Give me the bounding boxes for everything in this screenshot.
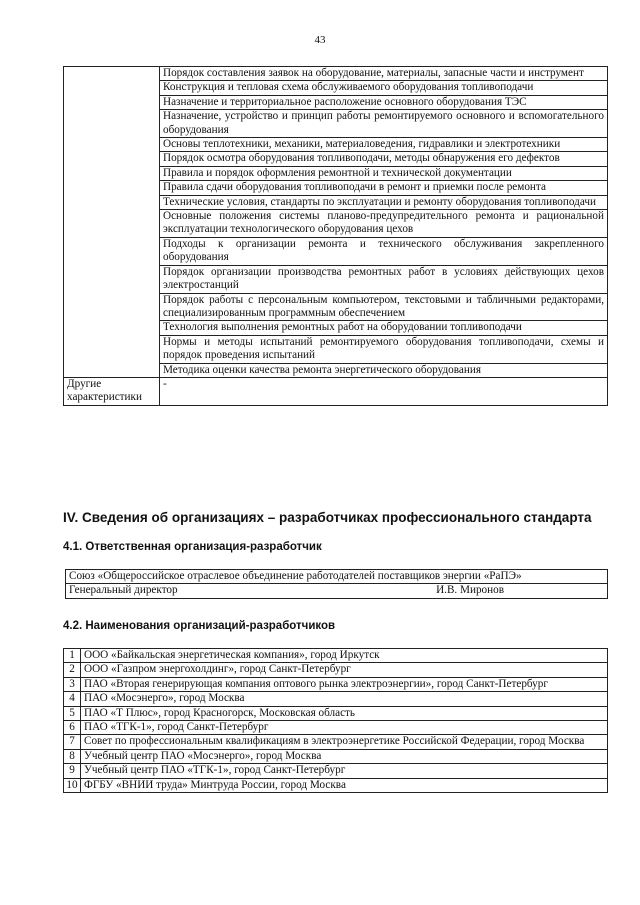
requirement-item: Назначение и территориальное расположение основного оборудования ТЭС	[160, 95, 608, 109]
table-row	[64, 721, 608, 735]
subsection-title-responsible: 4.1. Ответственная организация-разработчик	[63, 541, 322, 553]
requirement-item: Основы теплотехники, механики, материаловедения, гидравлики и электротехники	[160, 138, 608, 152]
table-row	[64, 377, 608, 405]
director-title: Генеральный директор	[69, 584, 178, 597]
knowledge-requirements-table	[63, 66, 608, 406]
organization-name: Учебный центр ПАО «Мосэнерго», город Москва	[81, 749, 608, 763]
requirement-item: Технология выполнения ремонтных работ на оборудовании топливоподачи	[160, 321, 608, 335]
developer-organizations-table	[63, 648, 608, 793]
row-number: 1	[64, 649, 81, 663]
requirement-item: Основные положения системы планово-предупредительного ремонта и рациональной эксплуатации технологического оборудования цехов	[160, 210, 608, 238]
organization-name: ПАО «Мосэнерго», город Москва	[81, 692, 608, 706]
requirement-item: Порядок организации производства ремонтных работ в условиях действующих цехов электростанций	[160, 265, 608, 293]
row-number: 9	[64, 764, 81, 778]
organization-name: Учебный центр ПАО «ТГК-1», город Санкт-Петербург	[81, 764, 608, 778]
requirement-item: Назначение, устройство и принцип работы ремонтируемого основного и вспомогательного оборудования	[160, 110, 608, 138]
organization-name: Совет по профессиональным квалификациям в электроэнергетике Российской Федерации, город Москва	[81, 735, 608, 749]
organization-name: ООО «Газпром энергохолдинг», город Санкт-Петербург	[81, 663, 608, 677]
organization-name: ПАО «Т Плюс», город Красногорск, Московская область	[81, 706, 608, 720]
requirement-item: Порядок работы с персональным компьютером, текстовыми и табличными редакторами, специализированным программным обеспечением	[160, 293, 608, 321]
organization-name: ООО «Байкальская энергетическая компания», город Иркутск	[81, 649, 608, 663]
table-row	[64, 677, 608, 691]
table-row	[64, 749, 608, 763]
table-row	[64, 778, 608, 792]
responsible-organization-name: Союз «Общероссийское отраслевое объединение работодателей поставщиков энергии «РаПЭ»	[66, 570, 608, 584]
table-row	[64, 692, 608, 706]
table-row	[64, 649, 608, 663]
row-number: 5	[64, 706, 81, 720]
requirement-item: Конструкция и тепловая схема обслуживаемого оборудования топливоподачи	[160, 81, 608, 95]
row-number: 3	[64, 677, 81, 691]
row-number: 10	[64, 778, 81, 792]
empty-label-cell	[64, 67, 160, 378]
row-number: 4	[64, 692, 81, 706]
table-row	[64, 706, 608, 720]
row-number: 8	[64, 749, 81, 763]
requirement-item: Правила сдачи оборудования топливоподачи в ремонт и приемки после ремонта	[160, 181, 608, 195]
table-row	[64, 67, 608, 81]
other-characteristics-label: Другие характеристики	[64, 377, 160, 405]
responsible-organization-table	[65, 569, 608, 599]
requirement-item: Методика оценки качества ремонта энергетического оборудования	[160, 363, 608, 377]
requirement-item: Нормы и методы испытаний ремонтируемого оборудования топливоподачи, схемы и порядок проведения испытаний	[160, 335, 608, 363]
requirement-item: Порядок составления заявок на оборудование, материалы, запасные части и инструмент	[160, 67, 608, 81]
subsection-title-developers: 4.2. Наименования организаций-разработчиков	[63, 620, 336, 632]
other-characteristics-value: -	[160, 377, 608, 405]
requirement-item: Подходы к организации ремонта и технического обслуживания закрепленного оборудования	[160, 237, 608, 265]
organization-name: ПАО «Вторая генерирующая компания оптового рынка электроэнергии», город Санкт-Петербург	[81, 677, 608, 691]
table-row	[66, 584, 608, 598]
table-row	[64, 663, 608, 677]
row-number: 7	[64, 735, 81, 749]
organization-name: ФГБУ «ВНИИ труда» Минтруда России, город Москва	[81, 778, 608, 792]
requirement-item: Технические условия, стандарты по эксплуатации и ремонту оборудования топливоподачи	[160, 195, 608, 209]
organization-name: ПАО «ТГК-1», город Санкт-Петербург	[81, 721, 608, 735]
table-row	[64, 735, 608, 749]
row-number: 6	[64, 721, 81, 735]
requirement-item: Правила и порядок оформления ремонтной и технической документации	[160, 166, 608, 180]
director-name: И.В. Миронов	[436, 584, 504, 597]
row-number: 2	[64, 663, 81, 677]
requirement-item: Порядок осмотра оборудования топливоподачи, методы обнаружения его дефектов	[160, 152, 608, 166]
section-title: IV. Сведения об организациях – разработчиках профессионального стандарта	[63, 510, 592, 525]
director-cell	[66, 584, 608, 598]
table-row	[64, 764, 608, 778]
table-row	[66, 570, 608, 584]
page-number: 43	[314, 34, 326, 46]
